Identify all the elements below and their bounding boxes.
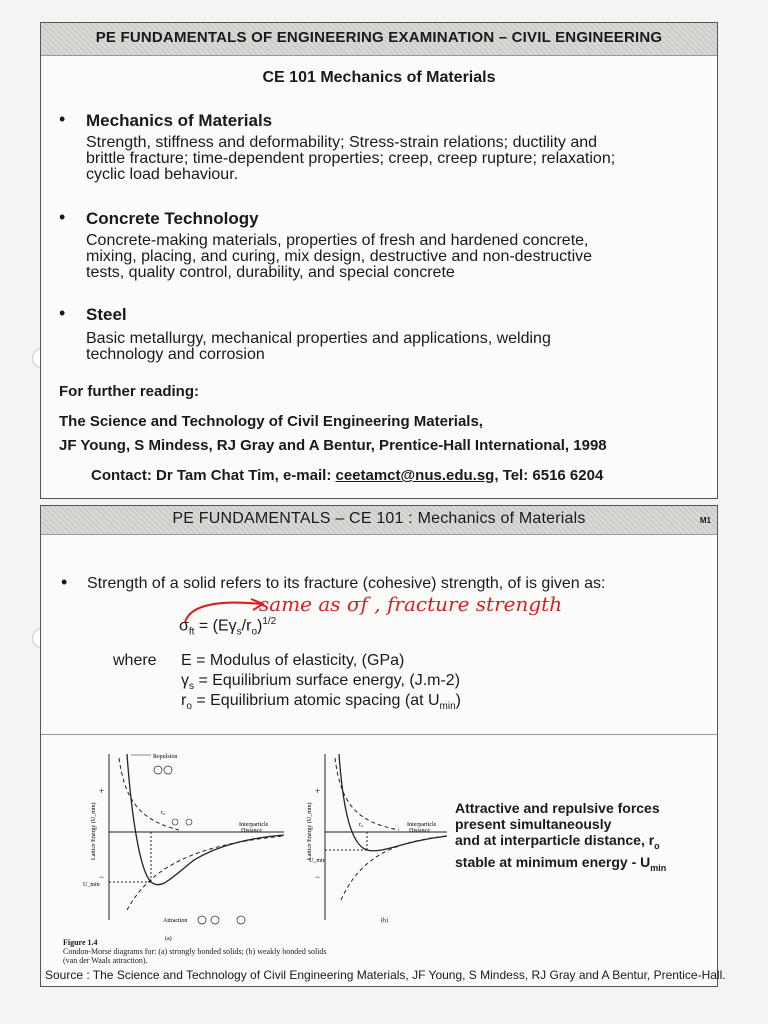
formula-sub: ft bbox=[188, 626, 195, 638]
def-sub: min bbox=[439, 701, 456, 713]
minus-sign: − bbox=[99, 872, 105, 882]
forces-explanation bbox=[455, 800, 666, 876]
fracture-formula bbox=[179, 616, 276, 638]
figure-caption-line: (van der Waals attraction). bbox=[63, 956, 148, 965]
bullet-icon: • bbox=[61, 572, 68, 592]
section-heading: Mechanics of Materials bbox=[86, 111, 273, 130]
def-symbol: γ bbox=[181, 672, 189, 689]
contact-suffix: , Tel: 6516 6204 bbox=[494, 467, 604, 484]
source-note: Source : The Science and Technology of Civil Engineering Materials, JF Young, S Mindess, RJ Gray and A Bentur, Prentice-Hall. bbox=[45, 968, 726, 982]
section-line: Strength, stiffness and deformability; Stress-strain relations; ductility and bbox=[86, 134, 598, 151]
bullet-icon: • bbox=[59, 303, 66, 323]
section-line: mixing, placing, and curing, mix design, destructive and non-destructive bbox=[86, 248, 593, 265]
distance-label: Distance bbox=[409, 828, 430, 834]
formula-part: /r bbox=[241, 617, 252, 635]
section-line: brittle fracture; time-dependent properties; creep, creep rupture; relaxation; bbox=[86, 150, 616, 167]
section-body bbox=[86, 233, 714, 281]
email-link[interactable]: ceetamct@nus.edu.sg bbox=[335, 467, 495, 484]
def-text: ) bbox=[455, 692, 461, 709]
figure-caption bbox=[63, 938, 327, 965]
definition-row bbox=[181, 692, 461, 712]
condon-morse-figure bbox=[69, 750, 449, 946]
def-symbol: r bbox=[181, 692, 187, 709]
minus-sign: − bbox=[315, 872, 321, 882]
handwritten-note: same as σf , fracture strength bbox=[259, 592, 563, 616]
forces-text: and at interparticle distance, r bbox=[455, 832, 655, 848]
umin-label: U_min bbox=[309, 858, 326, 864]
reading-authors: JF Young, S Mindess, RJ Gray and A Bentur, Prentice-Hall International, 1998 bbox=[59, 437, 607, 454]
y-axis-label: Lattice Energy (U_min) bbox=[307, 802, 313, 860]
section-body bbox=[86, 331, 714, 363]
reading-reference: The Science and Technology of Civil Engineering Materials, bbox=[59, 413, 483, 430]
formula-sub: s bbox=[236, 626, 242, 638]
slide-fracture-strength bbox=[40, 505, 726, 987]
figure-caption-line: Condon-Morse diagrams for: (a) strongly bonded solids; (b) weakly bonded solids bbox=[63, 947, 327, 956]
course-title: CE 101 Mechanics of Materials bbox=[262, 69, 496, 86]
contact-prefix: Contact: Dr Tam Chat Tim, e-mail: bbox=[91, 467, 336, 484]
forces-line bbox=[455, 854, 666, 876]
section-heading: Steel bbox=[86, 305, 127, 324]
section-line: tests, quality control, durability, and special concrete bbox=[86, 264, 455, 281]
formula-part: ) bbox=[257, 617, 263, 635]
bullet-icon: • bbox=[59, 207, 66, 227]
formula-part: = (Eγ bbox=[194, 617, 237, 635]
def-symbol: E bbox=[181, 652, 192, 669]
header-band bbox=[41, 23, 717, 56]
section-line: cyclic load behaviour. bbox=[86, 166, 239, 183]
repulsion-label: Repulsion bbox=[153, 754, 178, 760]
forces-sub: o bbox=[654, 840, 660, 851]
section-line: Concrete-making materials, properties of fresh and hardened concrete, bbox=[86, 232, 589, 249]
interparticle-label: Interparticle bbox=[407, 822, 437, 828]
def-text: = Equilibrium surface energy, (J.m-2) bbox=[194, 672, 461, 689]
forces-text: stable at minimum energy - U bbox=[455, 853, 651, 870]
slide-header: PE FUNDAMENTALS – CE 101 : Mechanics of Materials bbox=[172, 510, 586, 527]
distance-label: Distance bbox=[241, 828, 262, 834]
section-line: technology and corrosion bbox=[86, 346, 265, 363]
definition-row bbox=[181, 652, 404, 670]
ro-label: r₀ bbox=[359, 822, 364, 828]
forces-line: Attractive and repulsive forces bbox=[455, 800, 660, 816]
y-axis-label: Lattice Energy (U_min) bbox=[91, 802, 97, 860]
figure-number: Figure 1.4 bbox=[63, 938, 98, 947]
contact-line bbox=[91, 467, 603, 484]
forces-sub: min bbox=[650, 862, 667, 873]
definition-row bbox=[181, 672, 460, 692]
exam-header: PE FUNDAMENTALS OF ENGINEERING EXAMINATION – CIVIL ENGINEERING bbox=[95, 29, 663, 46]
panel-a-label: (a) bbox=[165, 936, 172, 942]
section-heading: Concrete Technology bbox=[86, 209, 259, 228]
bullet-icon: • bbox=[59, 109, 66, 129]
plus-sign: + bbox=[315, 786, 321, 796]
formula-exponent: 1/2 bbox=[262, 616, 277, 627]
panel-b-label: (b) bbox=[381, 918, 388, 924]
plus-sign: + bbox=[99, 786, 105, 796]
page-tag: M1 bbox=[699, 516, 711, 525]
formula-sigma: σ bbox=[179, 617, 189, 635]
strength-statement: Strength of a solid refers to its fracture (cohesive) strength, of is given as: bbox=[87, 575, 606, 592]
formula-sub: o bbox=[251, 626, 258, 638]
divider bbox=[41, 734, 717, 735]
further-reading-label: For further reading: bbox=[59, 383, 200, 400]
attraction-label: Attraction bbox=[163, 918, 188, 924]
section-body bbox=[86, 135, 714, 183]
panel-a-diagram bbox=[83, 754, 284, 942]
panel-b-diagram bbox=[306, 754, 447, 924]
ro-label: r₀ bbox=[161, 810, 166, 816]
umin-label: U_min bbox=[83, 882, 100, 888]
def-text: = Modulus of elasticity, (GPa) bbox=[191, 652, 405, 669]
where-label: where bbox=[113, 652, 157, 669]
slide-course-outline bbox=[40, 22, 718, 499]
forces-line bbox=[455, 832, 666, 854]
def-text: = Equilibrium atomic spacing (at U bbox=[191, 692, 440, 709]
section-line: Basic metallurgy, mechanical properties and applications, welding bbox=[86, 330, 551, 347]
interparticle-label: Interparticle bbox=[239, 822, 269, 828]
def-sub: o bbox=[186, 701, 192, 713]
forces-line: present simultaneously bbox=[455, 816, 612, 832]
header-band bbox=[41, 506, 717, 535]
def-sub: s bbox=[189, 681, 194, 693]
